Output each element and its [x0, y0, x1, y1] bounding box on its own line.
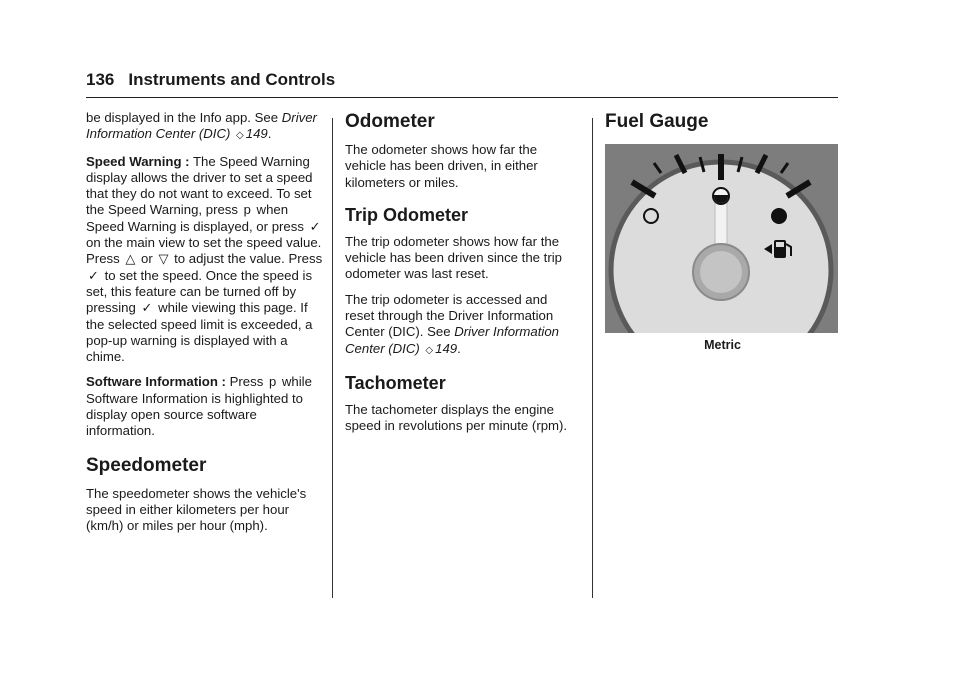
needle-hub-cap: [700, 251, 742, 293]
column-1: [86, 110, 324, 544]
odometer-heading: Odometer: [345, 111, 435, 132]
speedometer-text: The speedometer shows the vehicle's speed in either kilometers per hour (km/h) or miles per hour (mph).: [86, 485, 307, 534]
software-info-text-1: Press: [225, 374, 267, 390]
speed-warning-label: Speed Warning :: [86, 153, 190, 169]
trip-odometer-heading: Trip Odometer: [345, 204, 469, 225]
speed-warning-text-2: when Speed Warning is displayed, or press: [86, 202, 308, 234]
down-arrow-icon: ▽: [158, 251, 169, 267]
page-ref-arrow-icon: ◇: [425, 344, 434, 356]
up-arrow-icon: △: [125, 251, 136, 267]
speed-warning-paragraph: [86, 154, 324, 366]
speed-warning-text-7: while viewing this page. If the selected speed limit is exceeded, a pop-up warning is displayed with a chime.: [86, 300, 313, 365]
column-divider-2: [592, 118, 593, 598]
fuel-gauge-illustration: [605, 144, 838, 333]
column-divider-1: [332, 118, 333, 598]
select-check-icon: ✓: [309, 218, 321, 234]
speed-warning-text-1: The Speed Warning display allows the driver to set a speed that they do not want to exceed. To set the Speed Warning, press: [86, 153, 313, 218]
tachometer-text: The tachometer displays the engine speed in revolutions per minute (rpm).: [345, 401, 568, 434]
section-title: Instruments and Controls: [128, 70, 336, 89]
trip-dic-page-number[interactable]: 149: [435, 340, 458, 356]
page-header: [86, 70, 838, 90]
speed-warning-text-5: to adjust the value. Press: [170, 251, 323, 267]
trip-odometer-text-1: The trip odometer shows how far the vehicle has been driven since the trip odometer was last reset.: [345, 233, 562, 282]
speed-warning-text-4: or: [137, 251, 157, 267]
fuel-needle: [713, 188, 729, 250]
press-right-icon: p: [243, 202, 251, 218]
dic-paragraph: [86, 110, 324, 145]
select-check-icon: ✓: [141, 300, 153, 316]
fuel-gauge-heading: Fuel Gauge: [605, 111, 709, 132]
speed-warning-text-6: to set the speed. Once the speed is set, this feature can be turned off by pressing: [86, 267, 313, 316]
trip-odometer-paragraph-2: [345, 292, 579, 359]
dic-period: .: [267, 126, 272, 142]
dic-page-number[interactable]: 149: [245, 126, 268, 142]
odometer-text: The odometer shows how far the vehicle has been driven, in either kilometers or miles.: [345, 142, 538, 190]
software-info-paragraph: [86, 374, 324, 439]
column-2: [345, 110, 579, 444]
figure-caption: Metric: [704, 338, 741, 352]
software-info-label: Software Information :: [86, 374, 226, 390]
page-ref-arrow-icon: ◇: [236, 130, 244, 142]
full-circle-icon: [771, 208, 787, 224]
dic-reference-link[interactable]: Driver Information Center (DIC): [86, 110, 317, 142]
dic-text: be displayed in the Info app. See: [86, 110, 279, 125]
trip-period: .: [457, 340, 461, 356]
column-3: [605, 110, 840, 353]
trip-odometer-text-2: The trip odometer is accessed and reset through the Driver Information Center (DIC). See: [345, 291, 554, 340]
select-check-icon: ✓: [88, 267, 99, 283]
speedometer-heading: Speedometer: [86, 454, 207, 476]
header-rule: [86, 97, 838, 98]
fuel-gauge-figure: [605, 144, 838, 333]
software-info-text-2: while Software Information is highlighted to display open source software information.: [86, 374, 312, 439]
page-number: 136: [86, 70, 115, 89]
tachometer-heading: Tachometer: [345, 372, 446, 393]
press-right-icon: p: [268, 374, 277, 390]
trip-dic-reference-link[interactable]: Driver Information Center (DIC): [345, 324, 560, 356]
speed-warning-text-3: on the main view to set the speed value. Press: [86, 235, 322, 267]
